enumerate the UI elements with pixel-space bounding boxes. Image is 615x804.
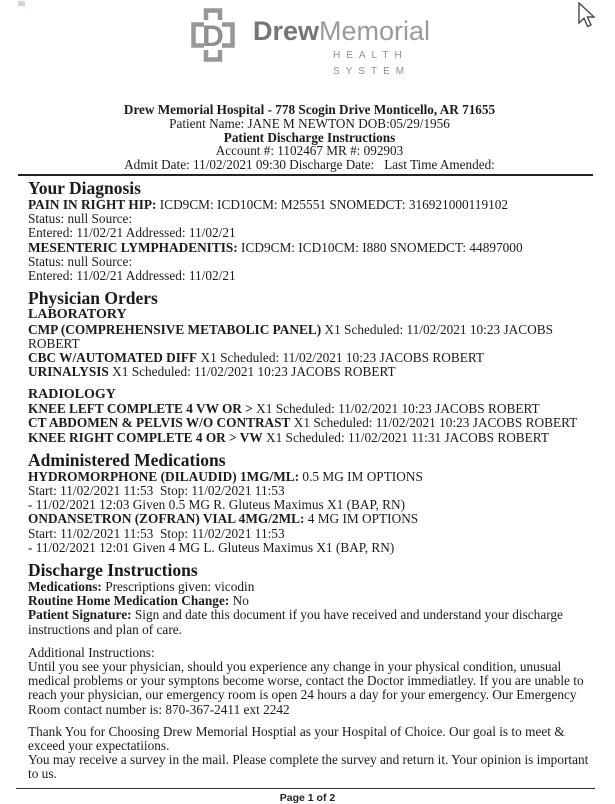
order-row [28, 416, 591, 430]
order-row [28, 402, 591, 416]
document-header [28, 103, 591, 172]
page-indicator: Page 1 of 2 [279, 791, 336, 804]
medication-name: ONDANSETRON (ZOFRAN) VIAL 4MG/2ML: [28, 511, 305, 527]
order-name: CBC W/AUTOMATED DIFF [28, 350, 198, 366]
section-heading-your-diagnosis: Your Diagnosis [28, 177, 141, 198]
order-name: KNEE LEFT COMPLETE 4 VW OR > [28, 401, 253, 417]
medications-line [28, 580, 591, 594]
routine-change-label: Routine Home Medication Change: [28, 593, 230, 609]
hospital-logo [28, 0, 591, 81]
hospital-address-line: Drew Memorial Hospital - 778 Scogin Drive Monticello, AR 71655 [123, 102, 496, 117]
order-row [28, 323, 591, 351]
order-group-radiology: RADIOLOGY [28, 386, 116, 402]
diagnosis-name: MESENTERIC LYMPHADENITIS: [28, 239, 238, 255]
section-heading-physician-orders: Physician Orders [28, 288, 158, 309]
medication-row [28, 512, 591, 526]
diagnosis-name: PAIN IN RIGHT HIP: [28, 196, 157, 212]
account-line: Account #: 1102467 MR #: 092903 [215, 143, 404, 159]
footer-divider [16, 788, 595, 789]
survey-text: You may receive a survey in the mail. Please complete the survey and return it. Your opinion is important to us. [28, 752, 589, 782]
order-details: X1 Scheduled: 11/02/2021 10:23 JACOBS ROBERT [112, 364, 396, 380]
section-heading-discharge-instructions: Discharge Instructions [28, 560, 198, 581]
brand-subtitle-system: SYSTEM [332, 66, 411, 77]
order-row [28, 431, 591, 445]
diagnosis-status: Status: null Source: [28, 211, 133, 227]
brand-name-drew: Drew [252, 16, 319, 46]
diagnosis-entered: Entered: 11/02/21 Addressed: 11/02/21 [28, 225, 236, 241]
medication-row [28, 470, 591, 484]
logo-wordmark [253, 7, 430, 78]
order-name: CT ABDOMEN & PELVIS W/O CONTRAST [28, 415, 291, 431]
medication-dose: 4 MG IM OPTIONS [307, 511, 419, 527]
patient-signature-value: Sign and date this document if you have received and understand your discharge instructions and plan of care. [28, 607, 563, 637]
brand-name-memorial: Memorial [319, 16, 431, 46]
medication-dose: 0.5 MG IM OPTIONS [302, 468, 423, 484]
order-group-laboratory: LABORATORY [28, 307, 127, 323]
additional-instructions-label: Additional Instructions: [28, 644, 155, 660]
diagnosis-item [28, 198, 591, 212]
order-details: X1 Scheduled: 11/02/2021 10:23 JACOBS ROBERT [293, 415, 578, 431]
order-name: URINALYSIS [28, 364, 109, 380]
order-details: X1 Scheduled: 11/02/2021 10:23 JACOBS ROBERT [256, 401, 540, 417]
diagnosis-codes: ICD9CM: ICD10CM: M25551 SNOMEDCT: 316921000119102 [159, 196, 509, 212]
diagnosis-codes: ICD9CM: ICD10CM: I880 SNOMEDCT: 44897000 [241, 239, 523, 255]
brand-subtitle-health: HEALTH [332, 50, 408, 61]
medication-given: - 11/02/2021 12:01 Given 4 MG L. Gluteus Maximus X1 (BAP, RN) [28, 539, 395, 555]
patient-signature-label: Patient Signature: [28, 607, 132, 623]
admit-discharge-line: Admit Date: 11/02/2021 09:30 Discharge Date: Last Time Amended: [124, 157, 495, 173]
patient-name-line: Patient Name: JANE M NEWTON DOB:05/29/1956 [169, 115, 450, 131]
header-divider [18, 174, 593, 176]
logo-letter-d: D [202, 20, 224, 53]
order-details: X1 Scheduled: 11/02/2021 10:23 JACOBS ROBERT [200, 350, 485, 366]
diagnosis-status: Status: null Source: [28, 253, 133, 269]
order-name: KNEE RIGHT COMPLETE 4 OR > VW [28, 429, 263, 445]
medications-label: Medications: [28, 579, 102, 595]
mouse-cursor-icon [576, 2, 600, 30]
order-name: CMP (COMPREHENSIVE METABOLIC PANEL) [28, 321, 322, 337]
brand-name [253, 16, 430, 46]
order-details: X1 Scheduled: 11/02/2021 10:23 JACOBS ROBERT [28, 321, 553, 351]
thank-you-text: Thank You for Choosing Drew Memorial Hosptial as your Hospital of Choice. Our goal is to meet & exceed your expectatiions. [28, 723, 565, 754]
medications-value: Prescriptions given: vicodin [105, 579, 255, 595]
order-details: X1 Scheduled: 11/02/2021 11:31 JACOBS ROBERT [265, 429, 549, 445]
order-row [28, 365, 591, 379]
routine-change-line [28, 594, 591, 608]
scan-artifact-speck [18, 1, 25, 6]
medication-start-stop: Start: 11/02/2021 11:53 Stop: 11/02/2021 11:53 [28, 525, 285, 541]
medication-given: - 11/02/2021 12:03 Given 0.5 MG R. Gluteus Maximus X1 (BAP, RN) [28, 497, 405, 513]
discharge-document-page [0, 0, 615, 172]
document-title: Patient Discharge Instructions [223, 129, 396, 145]
diagnosis-item [28, 241, 591, 255]
diagnosis-entered: Entered: 11/02/21 Addressed: 11/02/21 [28, 268, 236, 283]
medication-name: HYDROMORPHONE (DILAUDID) 1MG/ML: [28, 468, 300, 484]
additional-instructions-text: Until you see your physician, should you experience any change in your physical condition, unusual medical problems or your symptons become worse, contact the Doctor immediatley. If you are unable to reach your physician, our emergency room is open 24 hours a day for your emergency. Our Emergency Room contact number is: 870-367-2411 ext 2242 [28, 659, 584, 717]
order-row [28, 351, 591, 365]
patient-signature-line [28, 608, 591, 636]
medication-start-stop: Start: 11/02/2021 11:53 Stop: 11/02/2021 11:53 [28, 483, 285, 499]
section-heading-administered-medications: Administered Medications [28, 449, 226, 470]
routine-change-value: No [232, 593, 249, 609]
drew-memorial-cross-d-icon [189, 7, 237, 68]
